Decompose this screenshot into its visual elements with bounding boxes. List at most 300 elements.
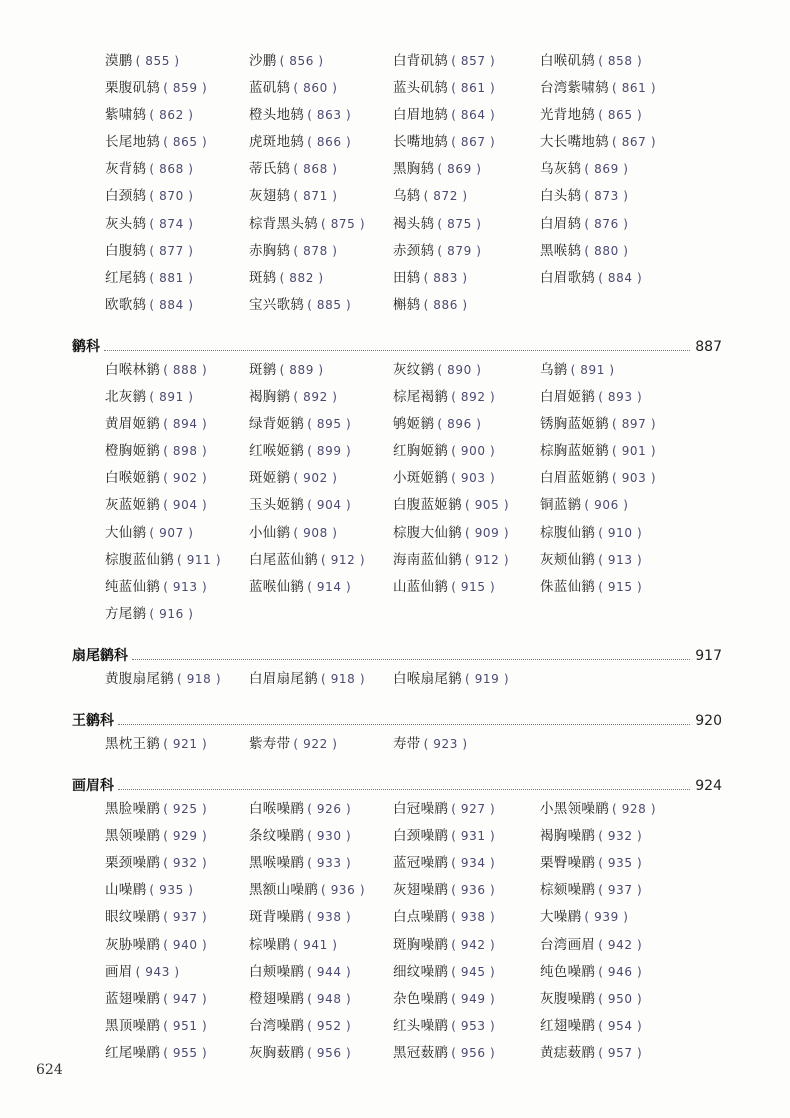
species-page-ref: ( 894 ) bbox=[163, 417, 208, 432]
species-entry bbox=[249, 183, 393, 210]
species-page-ref: ( 886 ) bbox=[423, 297, 468, 312]
species-page-ref: ( 882 ) bbox=[279, 270, 324, 285]
species-page-ref: ( 931 ) bbox=[451, 829, 496, 844]
species-name: 栗臀噪鹛 bbox=[540, 855, 596, 872]
species-name: 黑胸鸫 bbox=[393, 161, 435, 178]
species-page-ref: ( 955 ) bbox=[163, 1045, 208, 1060]
species-entry bbox=[249, 438, 393, 465]
species-page-ref: ( 932 ) bbox=[163, 856, 208, 871]
species-name: 蓝头矶鸫 bbox=[393, 80, 449, 97]
species-page-ref: ( 866 ) bbox=[307, 135, 352, 150]
species-page-ref: ( 874 ) bbox=[149, 216, 194, 231]
species-name: 蓝喉仙鹟 bbox=[249, 578, 305, 595]
species-page-ref: ( 942 ) bbox=[451, 937, 496, 952]
species-entry bbox=[540, 438, 700, 465]
species-name: 棕腹蓝仙鹟 bbox=[105, 551, 174, 568]
species-entry bbox=[105, 129, 249, 156]
species-entry bbox=[540, 465, 700, 492]
species-entry bbox=[105, 850, 249, 877]
species-name: 红喉姬鹟 bbox=[249, 443, 305, 460]
family-page-number: 924 bbox=[695, 778, 722, 795]
species-page-ref: ( 904 ) bbox=[163, 498, 208, 513]
species-entry bbox=[105, 904, 249, 931]
section-spacer bbox=[72, 693, 722, 699]
species-page-ref: ( 936 ) bbox=[321, 883, 366, 898]
species-page-ref: ( 941 ) bbox=[293, 937, 338, 952]
species-list bbox=[105, 48, 722, 319]
species-page-ref: ( 902 ) bbox=[293, 471, 338, 486]
species-page-ref: ( 865 ) bbox=[163, 135, 208, 150]
section-spacer bbox=[72, 758, 722, 764]
species-list bbox=[105, 357, 722, 628]
species-entry bbox=[105, 465, 249, 492]
species-page-ref: ( 927 ) bbox=[451, 802, 496, 817]
species-entry bbox=[540, 156, 700, 183]
species-entry bbox=[540, 1040, 700, 1067]
species-page-ref: ( 912 ) bbox=[465, 552, 510, 567]
species-name: 漠鹏 bbox=[105, 53, 133, 69]
species-entry bbox=[393, 292, 540, 319]
species-name: 山蓝仙鹟 bbox=[393, 578, 449, 595]
species-page-ref: ( 904 ) bbox=[307, 498, 352, 513]
species-page-ref: ( 948 ) bbox=[307, 991, 352, 1006]
species-page-ref: ( 956 ) bbox=[451, 1045, 496, 1060]
species-name: 鸲姬鹟 bbox=[393, 416, 435, 433]
section-spacer bbox=[72, 628, 722, 634]
species-page-ref: ( 890 ) bbox=[437, 362, 482, 377]
species-entry bbox=[540, 102, 700, 129]
species-name: 橙头地鸫 bbox=[249, 107, 305, 124]
species-page-ref: ( 872 ) bbox=[423, 189, 468, 204]
species-page-ref: ( 881 ) bbox=[149, 270, 194, 285]
species-entry bbox=[105, 438, 249, 465]
species-page-ref: ( 910 ) bbox=[598, 525, 643, 540]
species-page-ref: ( 923 ) bbox=[423, 736, 468, 751]
species-entry bbox=[249, 731, 393, 758]
species-page-ref: ( 918 ) bbox=[177, 671, 222, 686]
species-page-ref: ( 856 ) bbox=[279, 54, 324, 68]
species-entry bbox=[540, 357, 700, 384]
species-entry bbox=[393, 796, 540, 823]
species-page-ref: ( 956 ) bbox=[307, 1045, 352, 1060]
species-entry bbox=[393, 904, 540, 931]
species-entry bbox=[540, 1013, 700, 1040]
species-page-ref: ( 861 ) bbox=[451, 81, 496, 96]
species-name: 橙胸姬鹟 bbox=[105, 443, 161, 460]
species-entry bbox=[540, 574, 700, 601]
species-name: 灰翅噪鹛 bbox=[393, 882, 449, 899]
species-entry bbox=[393, 574, 540, 601]
species-name: 白颈鸫 bbox=[105, 188, 147, 205]
species-entry bbox=[393, 102, 540, 129]
species-entry bbox=[540, 986, 700, 1013]
species-entry bbox=[540, 796, 700, 823]
species-page-ref: ( 937 ) bbox=[598, 883, 643, 898]
species-name: 白喉扇尾鹟 bbox=[393, 670, 462, 687]
species-name: 大长嘴地鸫 bbox=[540, 134, 609, 151]
species-entry bbox=[105, 1040, 249, 1067]
species-page-ref: ( 926 ) bbox=[307, 802, 352, 817]
species-entry bbox=[249, 492, 393, 519]
species-entry bbox=[540, 48, 700, 75]
species-name: 黑冠薮鹛 bbox=[393, 1044, 449, 1061]
species-entry bbox=[105, 796, 249, 823]
species-entry bbox=[393, 666, 540, 693]
species-page-ref: ( 952 ) bbox=[307, 1018, 352, 1033]
species-page-ref: ( 932 ) bbox=[598, 829, 643, 844]
species-name: 白喉噪鹛 bbox=[249, 801, 305, 818]
species-name: 红尾噪鹛 bbox=[105, 1044, 161, 1061]
species-page-ref: ( 903 ) bbox=[451, 471, 496, 486]
species-name: 棕尾褐鹟 bbox=[393, 389, 449, 406]
species-page-ref: ( 915 ) bbox=[598, 579, 643, 594]
species-name: 棕腹仙鹟 bbox=[540, 524, 596, 541]
species-page-ref: ( 945 ) bbox=[451, 964, 496, 979]
species-list bbox=[105, 666, 722, 693]
species-name: 褐头鸫 bbox=[393, 215, 435, 232]
species-name: 欧歌鸫 bbox=[105, 296, 147, 313]
species-entry bbox=[393, 986, 540, 1013]
species-name: 槲鸫 bbox=[393, 296, 421, 313]
species-entry bbox=[540, 520, 700, 547]
species-name: 黄眉姬鹟 bbox=[105, 416, 161, 433]
species-name: 红胸姬鹟 bbox=[393, 443, 449, 460]
species-name: 纯蓝仙鹟 bbox=[105, 578, 161, 595]
species-entry bbox=[540, 183, 700, 210]
page-number: 624 bbox=[36, 1062, 63, 1078]
species-page-ref: ( 905 ) bbox=[465, 498, 510, 513]
species-page-ref: ( 942 ) bbox=[598, 937, 643, 952]
species-name: 白喉姬鹟 bbox=[105, 470, 161, 487]
species-entry bbox=[249, 823, 393, 850]
species-entry bbox=[540, 932, 700, 959]
species-entry bbox=[105, 102, 249, 129]
species-entry bbox=[249, 520, 393, 547]
species-page-ref: ( 929 ) bbox=[163, 829, 208, 844]
species-name: 黑顶噪鹛 bbox=[105, 1017, 161, 1034]
species-name: 红翅噪鹛 bbox=[540, 1017, 596, 1034]
species-name: 大噪鹛 bbox=[540, 909, 582, 926]
family-name: 扇尾鹟科 bbox=[72, 647, 128, 664]
family-name: 画眉科 bbox=[72, 778, 114, 795]
species-entry bbox=[249, 102, 393, 129]
species-page-ref: ( 888 ) bbox=[163, 362, 208, 377]
species-page-ref: ( 903 ) bbox=[612, 471, 657, 486]
species-entry bbox=[393, 265, 540, 292]
species-page-ref: ( 861 ) bbox=[612, 81, 657, 96]
species-page-ref: ( 938 ) bbox=[451, 910, 496, 925]
species-entry bbox=[393, 238, 540, 265]
species-name: 海南蓝仙鹟 bbox=[393, 551, 462, 568]
species-name: 方尾鹟 bbox=[105, 605, 147, 622]
species-entry bbox=[249, 932, 393, 959]
species-name: 褐胸噪鹛 bbox=[540, 828, 596, 845]
species-name: 斑鹟 bbox=[249, 361, 277, 378]
species-name: 白点噪鹛 bbox=[393, 909, 449, 926]
species-page-ref: ( 928 ) bbox=[612, 802, 657, 817]
species-page-ref: ( 922 ) bbox=[293, 736, 338, 751]
species-name: 紫寿带 bbox=[249, 735, 291, 752]
species-entry bbox=[249, 292, 393, 319]
species-entry bbox=[540, 129, 700, 156]
species-name: 光背地鸫 bbox=[540, 107, 596, 124]
family-name: 王鹟科 bbox=[72, 712, 114, 729]
species-entry bbox=[105, 492, 249, 519]
species-page-ref: ( 863 ) bbox=[307, 108, 352, 123]
species-name: 北灰鹟 bbox=[105, 389, 147, 406]
species-page-ref: ( 944 ) bbox=[307, 964, 352, 979]
species-name: 大仙鹟 bbox=[105, 524, 147, 541]
species-name: 田鸫 bbox=[393, 269, 421, 286]
species-page-ref: ( 891 ) bbox=[570, 362, 615, 377]
species-page-ref: ( 891 ) bbox=[149, 390, 194, 405]
species-entry bbox=[105, 48, 249, 75]
species-entry bbox=[249, 156, 393, 183]
species-name: 绿背姬鹟 bbox=[249, 416, 305, 433]
species-page-ref: ( 876 ) bbox=[584, 216, 629, 231]
species-page-ref: ( 936 ) bbox=[451, 883, 496, 898]
species-page-ref: ( 935 ) bbox=[149, 883, 194, 898]
species-page-ref: ( 869 ) bbox=[437, 162, 482, 177]
species-entry bbox=[249, 465, 393, 492]
species-entry bbox=[393, 850, 540, 877]
species-entry bbox=[105, 877, 249, 904]
species-page-ref: ( 935 ) bbox=[598, 856, 643, 871]
family-header bbox=[72, 701, 722, 731]
species-name: 白眉姬鹟 bbox=[540, 389, 596, 406]
species-entry bbox=[249, 357, 393, 384]
species-index bbox=[72, 48, 722, 1073]
species-name: 眼纹噪鹛 bbox=[105, 909, 161, 926]
species-entry bbox=[540, 211, 700, 238]
family-page-number: 917 bbox=[695, 647, 722, 664]
species-page-ref: ( 884 ) bbox=[598, 270, 643, 285]
family-page-number: 887 bbox=[695, 338, 722, 355]
species-name: 乌鸫 bbox=[393, 188, 421, 205]
species-entry bbox=[105, 1013, 249, 1040]
species-entry bbox=[393, 411, 540, 438]
species-name: 橙翅噪鹛 bbox=[249, 990, 305, 1007]
species-entry bbox=[540, 384, 700, 411]
species-name: 台湾噪鹛 bbox=[249, 1017, 305, 1034]
species-name: 棕胸蓝姬鹟 bbox=[540, 443, 609, 460]
species-entry bbox=[393, 932, 540, 959]
species-name: 棕背黑头鸫 bbox=[249, 215, 318, 232]
species-page-ref: ( 883 ) bbox=[423, 270, 468, 285]
species-name: 蓝矶鸫 bbox=[249, 80, 291, 97]
species-page-ref: ( 877 ) bbox=[149, 243, 194, 258]
species-entry bbox=[393, 183, 540, 210]
species-entry bbox=[540, 823, 700, 850]
species-name: 灰背鸫 bbox=[105, 161, 147, 178]
species-page-ref: ( 896 ) bbox=[437, 417, 482, 432]
species-entry bbox=[393, 438, 540, 465]
species-page-ref: ( 930 ) bbox=[307, 829, 352, 844]
species-name: 杂色噪鹛 bbox=[393, 990, 449, 1007]
species-name: 画眉 bbox=[105, 963, 133, 980]
species-name: 褐胸鹟 bbox=[249, 389, 291, 406]
species-entry bbox=[249, 75, 393, 102]
species-entry bbox=[105, 357, 249, 384]
species-entry bbox=[249, 1013, 393, 1040]
species-name: 白腹鸫 bbox=[105, 242, 147, 259]
family-name: 鹟科 bbox=[72, 338, 100, 355]
species-page-ref: ( 864 ) bbox=[451, 108, 496, 123]
species-page-ref: ( 921 ) bbox=[163, 736, 208, 751]
species-entry bbox=[393, 877, 540, 904]
species-entry bbox=[249, 547, 393, 574]
species-name: 白腹蓝姬鹟 bbox=[393, 497, 462, 514]
species-page-ref: ( 939 ) bbox=[584, 910, 629, 925]
species-entry bbox=[105, 823, 249, 850]
species-page-ref: ( 918 ) bbox=[321, 671, 366, 686]
species-name: 灰腹噪鹛 bbox=[540, 990, 596, 1007]
species-entry bbox=[249, 904, 393, 931]
species-entry bbox=[249, 877, 393, 904]
species-name: 灰头鸫 bbox=[105, 215, 147, 232]
species-page-ref: ( 875 ) bbox=[321, 216, 366, 231]
species-page-ref: ( 878 ) bbox=[293, 243, 338, 258]
species-page-ref: ( 954 ) bbox=[598, 1018, 643, 1033]
species-name: 灰纹鹟 bbox=[393, 361, 435, 378]
species-page-ref: ( 901 ) bbox=[612, 444, 657, 459]
species-entry bbox=[540, 75, 700, 102]
species-name: 白眉地鸫 bbox=[393, 107, 449, 124]
species-entry bbox=[393, 75, 540, 102]
species-name: 棕腹大仙鹟 bbox=[393, 524, 462, 541]
species-entry bbox=[249, 986, 393, 1013]
species-entry bbox=[249, 265, 393, 292]
species-page-ref: ( 940 ) bbox=[163, 937, 208, 952]
species-entry bbox=[393, 465, 540, 492]
species-entry bbox=[105, 666, 249, 693]
dotted-leader bbox=[118, 788, 690, 790]
species-name: 赤胸鸫 bbox=[249, 242, 291, 259]
species-name: 棕颏噪鹛 bbox=[540, 882, 596, 899]
species-page-ref: ( 914 ) bbox=[307, 579, 352, 594]
species-entry bbox=[393, 520, 540, 547]
species-name: 蒂氏鸫 bbox=[249, 161, 291, 178]
species-page-ref: ( 870 ) bbox=[149, 189, 194, 204]
species-page-ref: ( 868 ) bbox=[293, 162, 338, 177]
species-entry bbox=[540, 238, 700, 265]
species-name: 长尾地鸫 bbox=[105, 134, 161, 151]
species-page-ref: ( 879 ) bbox=[437, 243, 482, 258]
species-name: 小斑姬鹟 bbox=[393, 470, 449, 487]
species-entry bbox=[105, 932, 249, 959]
species-page-ref: ( 946 ) bbox=[598, 964, 643, 979]
dotted-leader bbox=[104, 349, 690, 351]
species-entry bbox=[105, 411, 249, 438]
species-name: 锈胸蓝姬鹟 bbox=[540, 416, 609, 433]
species-page-ref: ( 873 ) bbox=[584, 189, 629, 204]
species-entry bbox=[540, 411, 700, 438]
species-name: 白喉林鹟 bbox=[105, 361, 161, 378]
dotted-leader bbox=[132, 658, 690, 660]
species-name: 斑背噪鹛 bbox=[249, 909, 305, 926]
species-name: 寿带 bbox=[393, 735, 421, 752]
species-page-ref: ( 893 ) bbox=[598, 390, 643, 405]
species-name: 山噪鹛 bbox=[105, 882, 147, 899]
species-name: 斑姬鹟 bbox=[249, 470, 291, 487]
species-name: 灰颊仙鹟 bbox=[540, 551, 596, 568]
species-page-ref: ( 867 ) bbox=[451, 135, 496, 150]
species-name: 白背矶鸫 bbox=[393, 53, 449, 69]
section-spacer bbox=[72, 1067, 722, 1073]
species-name: 细纹噪鹛 bbox=[393, 963, 449, 980]
species-name: 侏蓝仙鹟 bbox=[540, 578, 596, 595]
species-name: 铜蓝鹟 bbox=[540, 497, 582, 514]
species-name: 小仙鹟 bbox=[249, 524, 291, 541]
species-entry bbox=[393, 211, 540, 238]
species-list bbox=[105, 731, 722, 758]
species-entry bbox=[105, 211, 249, 238]
species-name: 黑脸噪鹛 bbox=[105, 801, 161, 818]
species-name: 灰翅鸫 bbox=[249, 188, 291, 205]
species-name: 红尾鸫 bbox=[105, 269, 147, 286]
species-entry bbox=[249, 129, 393, 156]
species-page-ref: ( 862 ) bbox=[149, 108, 194, 123]
species-name: 白眉歌鸫 bbox=[540, 269, 596, 286]
species-name: 长嘴地鸫 bbox=[393, 134, 449, 151]
species-name: 黑喉鸫 bbox=[540, 242, 582, 259]
species-name: 红头噪鹛 bbox=[393, 1017, 449, 1034]
species-page-ref: ( 915 ) bbox=[451, 579, 496, 594]
species-entry bbox=[540, 850, 700, 877]
species-entry bbox=[540, 547, 700, 574]
species-entry bbox=[249, 796, 393, 823]
species-name: 紫啸鸫 bbox=[105, 107, 147, 124]
species-entry bbox=[249, 238, 393, 265]
species-page-ref: ( 858 ) bbox=[598, 54, 643, 68]
species-name: 蓝冠噪鹛 bbox=[393, 855, 449, 872]
species-entry bbox=[540, 877, 700, 904]
species-page-ref: ( 895 ) bbox=[307, 417, 352, 432]
species-name: 白尾蓝仙鹟 bbox=[249, 551, 318, 568]
species-entry bbox=[249, 411, 393, 438]
species-entry bbox=[105, 265, 249, 292]
species-entry bbox=[105, 731, 249, 758]
species-entry bbox=[249, 48, 393, 75]
species-entry bbox=[105, 292, 249, 319]
species-name: 蓝翅噪鹛 bbox=[105, 990, 161, 1007]
species-entry bbox=[105, 959, 249, 986]
species-page-ref: ( 908 ) bbox=[293, 525, 338, 540]
species-page-ref: ( 897 ) bbox=[612, 417, 657, 432]
species-list bbox=[105, 796, 722, 1067]
species-name: 台湾画眉 bbox=[540, 936, 596, 953]
species-page-ref: ( 900 ) bbox=[451, 444, 496, 459]
species-page-ref: ( 933 ) bbox=[307, 856, 352, 871]
species-entry bbox=[249, 384, 393, 411]
species-name: 乌灰鸫 bbox=[540, 161, 582, 178]
species-page-ref: ( 884 ) bbox=[149, 297, 194, 312]
species-name: 台湾紫啸鸫 bbox=[540, 80, 609, 97]
species-entry bbox=[105, 547, 249, 574]
species-page-ref: ( 875 ) bbox=[437, 216, 482, 231]
species-name: 赤颈鸫 bbox=[393, 242, 435, 259]
species-name: 白眉蓝姬鹟 bbox=[540, 470, 609, 487]
species-name: 玉头姬鹟 bbox=[249, 497, 305, 514]
species-page-ref: ( 934 ) bbox=[451, 856, 496, 871]
species-page-ref: ( 949 ) bbox=[451, 991, 496, 1006]
species-name: 黄痣薮鹛 bbox=[540, 1044, 596, 1061]
species-entry bbox=[105, 156, 249, 183]
species-name: 灰胸薮鹛 bbox=[249, 1044, 305, 1061]
species-name: 黑领噪鹛 bbox=[105, 828, 161, 845]
species-name: 栗腹矶鸫 bbox=[105, 80, 161, 97]
species-name: 宝兴歌鸫 bbox=[249, 296, 305, 313]
